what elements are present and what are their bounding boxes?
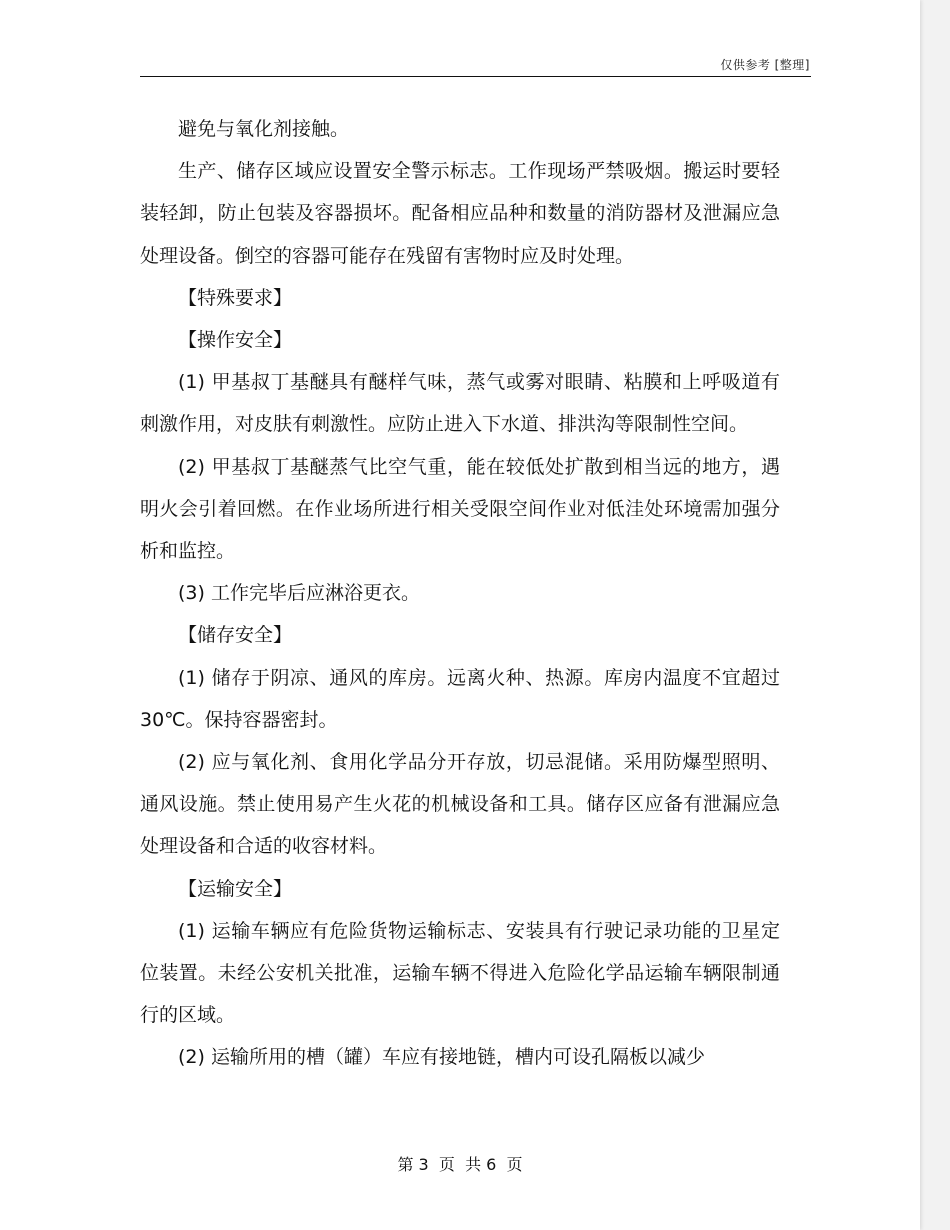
paragraph: (1) 甲基叔丁基醚具有醚样气味，蒸气或雾对眼睛、粘膜和上呼吸道有刺激作用，对皮肤有刺激性。应防止进入下水道、排洪沟等限制性空间。 xyxy=(140,371,780,436)
section-heading: 【运输安全】 xyxy=(178,877,293,900)
paragraph: (2) 运输所用的槽（罐）车应有接地链，槽内可设孔隔板以减少 xyxy=(178,1046,705,1069)
section-heading: 【操作安全】 xyxy=(178,329,293,352)
body-text xyxy=(140,108,780,1079)
page-number-footer: 第 3 页 共 6 页 xyxy=(397,1155,523,1174)
paragraph: 避免与氧化剂接触。 xyxy=(178,118,350,140)
section-heading: 【特殊要求】 xyxy=(178,286,293,309)
paragraph: (3) 工作完毕后应淋浴更衣。 xyxy=(178,582,420,605)
paragraph: (1) 储存于阴凉、通风的库房。远离火种、热源。库房内温度不宜超过 30℃。保持容器密封。 xyxy=(140,666,780,731)
header-rule xyxy=(140,76,811,77)
paragraph: (2) 甲基叔丁基醚蒸气比空气重，能在较低处扩散到相当远的地方，遇明火会引着回燃。在作业场所进行相关受限空间作业对低洼处环境需加强分析和监控。 xyxy=(140,455,780,563)
paragraph: (2) 应与氧化剂、食用化学品分开存放，切忌混储。采用防爆型照明、通风设施。禁止使用易产生火花的机械设备和工具。储存区应备有泄漏应急处理设备和合适的收容材料。 xyxy=(140,751,780,858)
section-heading: 【储存安全】 xyxy=(178,624,293,647)
header-note: 仅供参考 [整理] xyxy=(720,58,810,72)
paragraph: 生产、储存区域应设置安全警示标志。工作现场严禁吸烟。搬运时要轻装轻卸，防止包装及容器损坏。配备相应品种和数量的消防器材及泄漏应急处理设备。倒空的容器可能存在残留有害物时应及时处理。 xyxy=(140,160,780,267)
paragraph: (1) 运输车辆应有危险货物运输标志、安装具有行驶记录功能的卫星定位装置。未经公安机关批准，运输车辆不得进入危险化学品运输车辆限制通行的区域。 xyxy=(140,919,780,1027)
